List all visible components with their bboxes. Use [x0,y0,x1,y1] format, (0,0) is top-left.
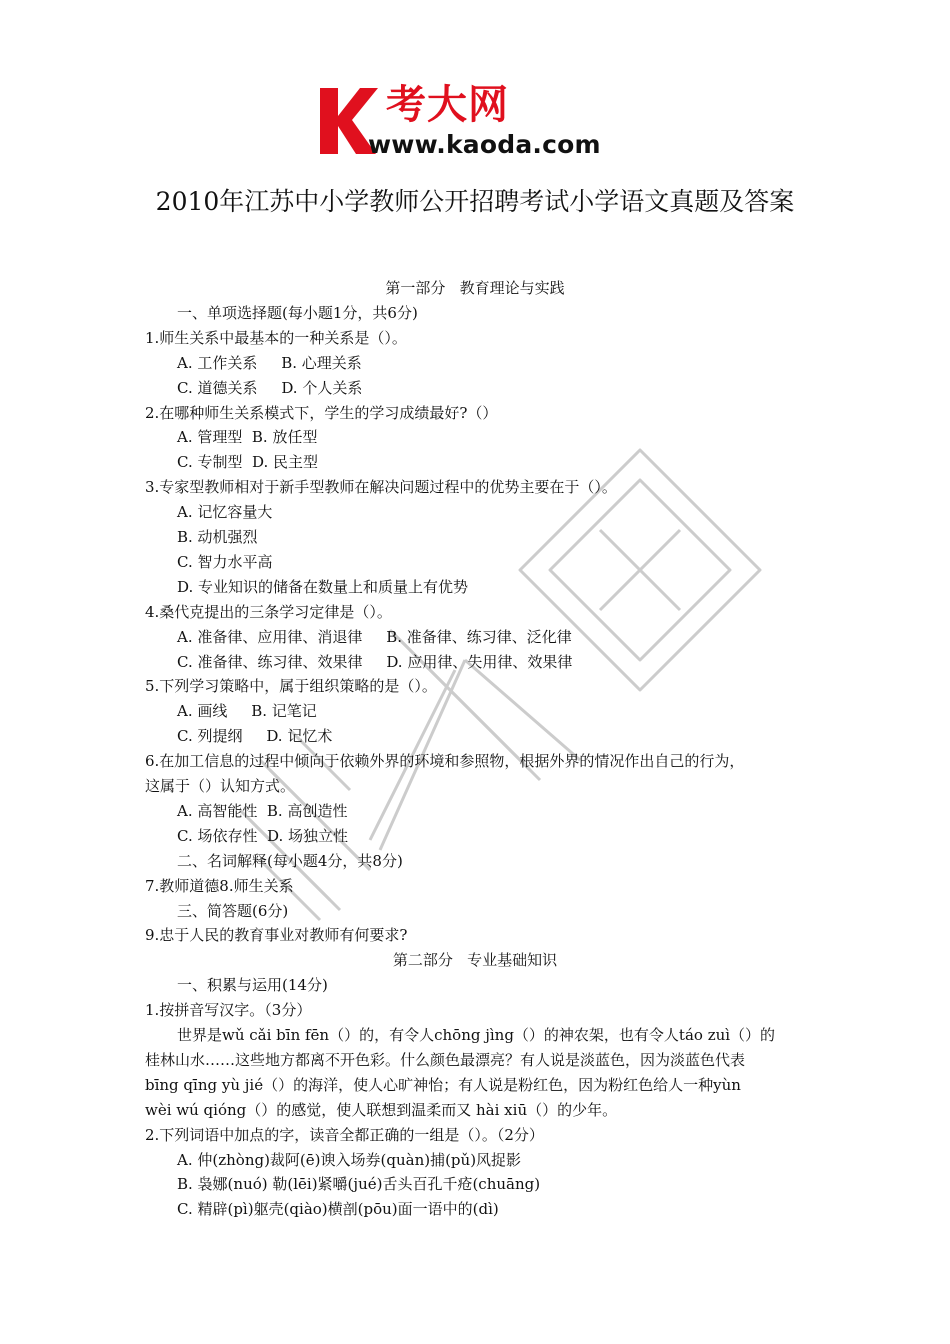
document-title: 2010年江苏中小学教师公开招聘考试小学语文真题及答案 [155,187,795,216]
brand-url: www.kaoda.com [368,130,601,159]
text-line: B. 袅娜(nuó) 勒(lēi)紧嚼(jué)舌头百孔千疮(chuāng) [177,1175,541,1194]
text-line: 4.桑代克提出的三条学习定律是（）。 [145,602,392,621]
text-line: 1.按拼音写汉字。（3分） [145,1001,312,1020]
text-line: bīng qīng yù jié（）的海洋，使人心旷神怡；有人说是粉红色，因为粉红色给人一种yùn [145,1075,741,1094]
text-line: C. 准备律、练习律、效果律 D. 应用律、失用律、效果律 [177,652,573,671]
text-line: 2.在哪种师生关系模式下，学生的学习成绩最好?（） [145,403,498,422]
text-line: C. 智力水平高 [177,552,273,571]
section-heading: 第一部分 教育理论与实践 [385,279,565,297]
text-line: A. 记忆容量大 [177,503,273,522]
text-line: 6.在加工信息的过程中倾向于依赖外界的环境和参照物，根据外界的情况作出自己的行为， [145,752,745,771]
text-line: A. 管理型 B. 放任型 [177,428,318,447]
text-line: 三、简答题(6分) [177,901,289,920]
text-line: 世界是wǔ cǎi bīn fēn（）的，有令人chōng jìng（）的神农架，也有令人táo zuì（）的 [177,1026,776,1044]
text-line: A. 画线 B. 记笔记 [177,702,317,721]
text-line: 9.忠于人民的教育事业对教师有何要求? [145,926,408,945]
text-line: 2.下列词语中加点的字，读音全都正确的一组是（）。（2分） [145,1125,544,1144]
kaoda-logo [316,82,642,162]
text-line: C. 精辟(pì)躯壳(qiào)横剖(pōu)面一语中的(dì) [177,1200,499,1219]
brand-chinese-name: 考大网 [386,82,509,128]
text-line: 3.专家型教师相对于新手型教师在解决问题过程中的优势主要在于（）。 [145,478,617,497]
text-line: A. 工作关系 B. 心理关系 [177,353,362,372]
text-line: B. 动机强烈 [177,528,258,546]
text-line: 桂林山水……这些地方都离不开色彩。什么颜色最漂亮？有人说是淡蓝色，因为淡蓝色代表 [145,1050,746,1069]
text-line: A. 仲(zhòng)裁阿(ē)谀入场券(quàn)捕(pǔ)风捉影 [177,1150,522,1169]
section-heading: 第二部分 专业基础知识 [392,951,558,970]
text-line: 5.下列学习策略中，属于组织策略的是（）。 [145,677,437,696]
text-line: C. 专制型 D. 民主型 [177,453,319,472]
text-line: 一、积累与运用(14分) [177,976,328,995]
text-line: A. 高智能性 B. 高创造性 [177,801,348,820]
text-line: 一、单项选择题(每小题1分，共6分) [177,303,418,322]
text-line: A. 准备律、应用律、消退律 B. 准备律、练习律、泛化律 [177,627,572,646]
text-line: C. 道德关系 D. 个人关系 [177,378,363,397]
text-line: wèi wú qióng（）的感觉，使人联想到温柔而又 hài xiū（）的少年。 [145,1100,618,1119]
text-line: 这属于（）认知方式。 [145,777,296,795]
text-line: C. 列提纲 D. 记忆术 [177,727,333,746]
text-line: 7.教师道德8.师生关系 [145,876,294,895]
text-line: 二、名词解释(每小题4分，共8分) [177,851,403,870]
text-line: 1.师生关系中最基本的一种关系是（）。 [145,328,407,347]
text-line: D. 专业知识的储备在数量上和质量上有优势 [177,577,469,596]
text-line: C. 场依存性 D. 场独立性 [177,826,349,845]
